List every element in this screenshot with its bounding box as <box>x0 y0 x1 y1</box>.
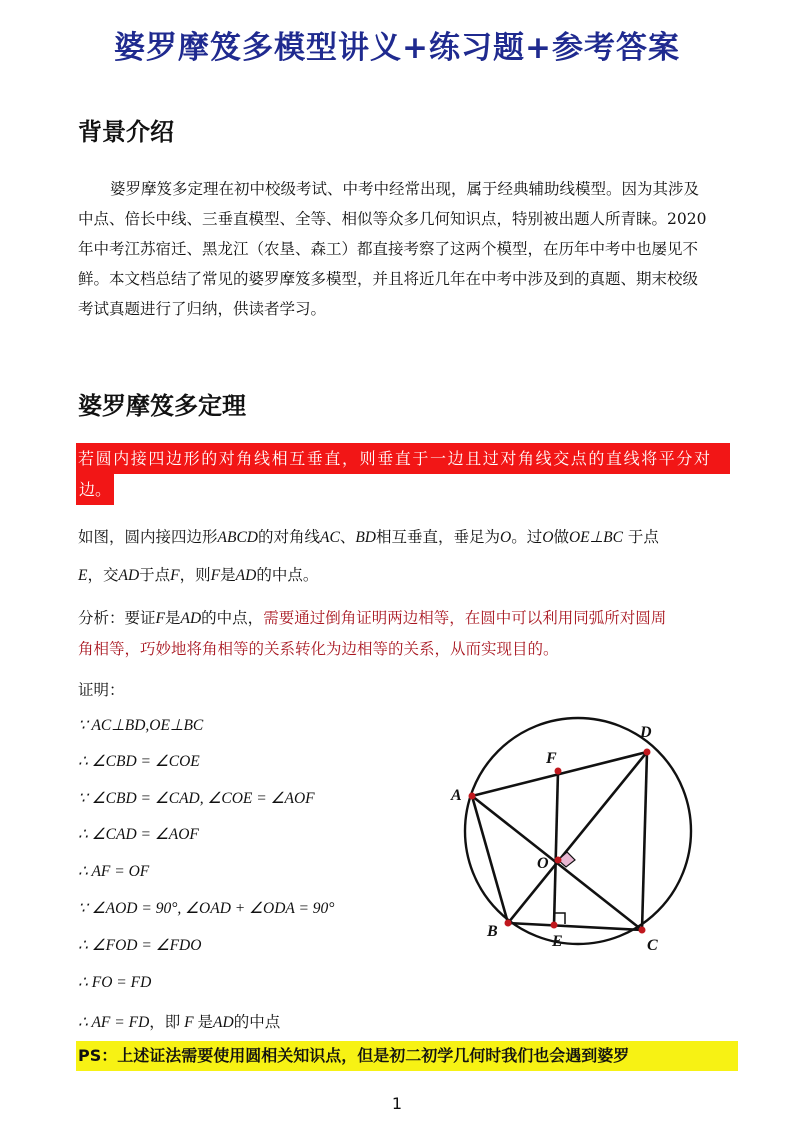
point-e <box>551 922 558 929</box>
point-o <box>555 857 562 864</box>
point-f <box>555 768 562 775</box>
label-f: F <box>546 750 557 767</box>
paragraph-line: 年中考江苏宿迁、黑龙江（农垦、森工）都直接考察了这两个模型，在历年中考中也屡见不 <box>78 240 699 258</box>
analysis-paragraph: 分析：要证F是AD的中点，需要通过倒角证明两边相等，在圆中可以利用同弧所对圆周 角相等，巧妙地将角相等的关系转化为边相等的关系，从而实现目的。 <box>78 603 738 664</box>
point-a <box>469 793 476 800</box>
theorem-line: 若圆内接四边形的对角线相互垂直，则垂直于一边且过对角线交点的直线将平分对 <box>76 443 730 474</box>
paragraph-line: 婆罗摩笈多定理在初中校级考试、中考中经常出现，属于经典辅助线模型。因为其涉及 <box>110 180 700 198</box>
paragraph-line: 中点、倍长中线、三垂直模型、全等、相似等众多几何知识点，特别被出题人所青睐。2020 <box>78 210 707 228</box>
label-c: C <box>647 937 658 954</box>
ps-note: PS：上述证法需要使用圆相关知识点，但是初二初学几何时我们也会遇到婆罗 <box>76 1041 738 1071</box>
label-e: E <box>552 933 563 950</box>
segment-fe <box>554 771 558 925</box>
segment-ab <box>472 796 508 923</box>
analysis-highlight: 需要通过倒角证明两边相等，在圆中可以利用同弧所对圆周 <box>263 609 667 627</box>
quadrilateral-edges <box>472 752 647 930</box>
paragraph-line: 鲜。本文档总结了常见的婆罗摩笈多模型，并且将近几年在中考中涉及到的真题、期末校级 <box>78 270 699 288</box>
proof-step: ∵ ∠CBD = ∠CAD, ∠COE = ∠AOF <box>78 790 315 807</box>
description-line-2: E，交AD于点F，则F是AD的中点。 <box>78 566 319 584</box>
section-heading-theorem: 婆罗摩笈多定理 <box>78 392 246 420</box>
proof-step: ∴ ∠CAD = ∠AOF <box>78 826 199 843</box>
page-number: 1 <box>391 1094 403 1113</box>
geometry-figure <box>440 714 710 959</box>
point-d <box>644 749 651 756</box>
proof-step: ∴ FO = FD <box>78 974 152 991</box>
circumcircle <box>465 718 691 944</box>
analysis-highlight: 角相等，巧妙地将角相等的关系转化为边相等的关系，从而实现目的。 <box>78 640 559 658</box>
diagonal-bd <box>508 752 647 923</box>
theorem-statement <box>76 443 730 505</box>
background-paragraph <box>78 174 738 324</box>
segment-dc <box>642 752 647 930</box>
segment-bc <box>508 923 642 930</box>
label-a: A <box>451 787 462 804</box>
theorem-line: 边。 <box>76 474 114 505</box>
proof-step: ∵ ∠AOD = 90°, ∠OAD + ∠ODA = 90° <box>78 900 335 917</box>
proof-step: ∴ ∠FOD = ∠FDO <box>78 937 202 954</box>
proof-step: ∴ ∠CBD = ∠COE <box>78 753 200 770</box>
vertex-points <box>469 749 651 934</box>
point-c <box>639 927 646 934</box>
paragraph-line: 考试真题进行了归纳，供读者学习。 <box>78 300 327 318</box>
label-o: O <box>537 855 549 872</box>
proof-step: ∵ AC⊥BD,OE⊥BC <box>78 717 204 734</box>
label-d: D <box>640 724 652 741</box>
description-line-1: 如图，圆内接四边形ABCD的对角线AC、BD相互垂直，垂足为O。过O做OE⊥BC 于点 <box>78 528 659 546</box>
point-b <box>505 920 512 927</box>
document-title: 婆罗摩笈多模型讲义+练习题+参考答案 <box>114 30 680 66</box>
proof-label: 证明： <box>78 681 125 699</box>
proof-step: ∴ AF = OF <box>78 863 150 880</box>
label-b: B <box>487 923 498 940</box>
section-heading-background: 背景介绍 <box>78 118 174 146</box>
proof-conclusion: ∴ AF = FD，即 F 是AD的中点 <box>78 1014 281 1031</box>
